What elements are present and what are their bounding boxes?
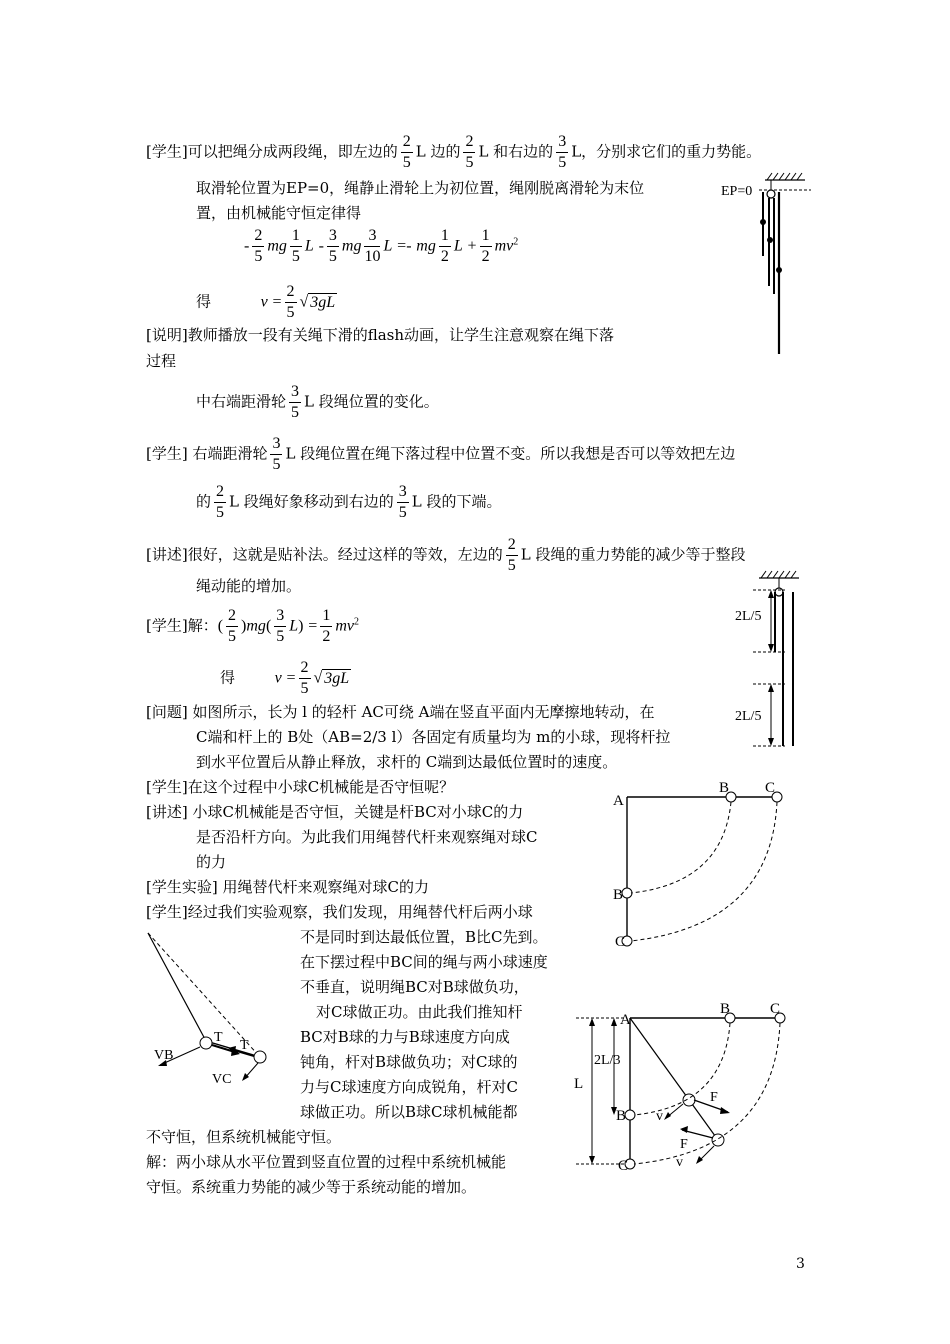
text-line: 不垂直，说明绳BC对B球做负功，	[300, 978, 529, 996]
point-c-low-label: C	[615, 934, 626, 950]
text-line: [学生实验] 用绳替代杆来观察绳对球C的力	[146, 878, 429, 896]
velocity-label-2: v	[676, 1155, 683, 1170]
text-line: 钝角，杆对B球做负功；对C球的	[300, 1053, 518, 1071]
length-label-bottom: 2L/5	[735, 709, 762, 724]
length-l-label: L	[574, 1076, 584, 1092]
text-line: 解：两小球从水平位置到竖直位置的过程中系统机械能	[146, 1153, 507, 1171]
para-student-equiv-line2: 的 $\frac{2}{5}$ L 段绳好象移动到右边的 $\frac{3}{5}$ L 段的下端。	[196, 483, 502, 521]
point-c-low-label: C	[618, 1158, 629, 1174]
para-student-equiv-line1: [学生] 右端距滑轮 $\frac{3}{5}$ L 段绳位置在绳下落过程中位置不变。所以我想是否可以等效把左边	[146, 435, 736, 473]
para-lecture-line2: 绳动能的增加。	[196, 577, 302, 595]
text-line: 守恒。系统重力势能的减少等于系统动能的增加。	[146, 1178, 477, 1196]
text-line: 球做正功。所以B球C球机械能都	[300, 1103, 518, 1121]
text-line: 的力	[196, 853, 227, 871]
para-explain-line3: 中右端距滑轮 $\frac{3}{5}$ L 段绳位置的变化。	[196, 383, 439, 421]
ep-zero-label: EP=0	[721, 184, 753, 199]
pulley-icon	[767, 190, 775, 198]
text-line: 不是同时到达最低位置，B比C先到。	[300, 928, 548, 946]
force-label-1: F	[710, 1090, 718, 1105]
point-b-low-label: B	[616, 1108, 627, 1124]
text-line: 力与C球速度方向成锐角，杆对C	[300, 1078, 518, 1096]
velocity-b-label: VB	[154, 1048, 174, 1063]
length-2l3-label: 2L/3	[594, 1053, 621, 1068]
point-c-label: C	[765, 780, 776, 796]
text-line: 不守恒，但系统机械能守恒。	[146, 1128, 342, 1146]
text-line: [学生]经过我们实验观察，我们发现，用绳替代杆后两小球	[146, 903, 533, 921]
pulley-icon	[775, 588, 783, 596]
page-number: 3	[796, 1256, 805, 1272]
para-energy-line1: 取滑轮位置为EP=0，绳静止滑轮上为初位置，绳刚脱离滑轮为末位	[196, 179, 645, 197]
text-line: 在下摆过程中BC间的绳与两小球速度	[300, 953, 548, 971]
velocity-c-label: VC	[212, 1072, 232, 1087]
force-label-2: F	[680, 1137, 688, 1152]
point-b-label: B	[719, 780, 730, 796]
point-a-label: A	[613, 793, 624, 809]
text-line: BC对B球的力与B球速度方向成	[300, 1028, 510, 1046]
point-a-label: A	[620, 1012, 631, 1028]
para-problem-line3: 到水平位置后从静止释放，求杆的 C端到达最低位置时的速度。	[196, 753, 618, 771]
tension-label-1: T	[214, 1030, 223, 1045]
figure-rod-swing	[605, 775, 805, 955]
fraction-2-5: $\frac{2}{5}$	[402, 133, 411, 171]
text-line: 对C球做正功。由此我们推知杆	[316, 1003, 523, 1021]
para-explain-line1: [说明]教师播放一段有关绳下滑的flash动画，让学生注意观察在绳下落	[146, 326, 615, 344]
equation-energy: - $\frac{2}{5}$ mg $\frac{1}{5}$ L - $\frac{3}{5}$ mg $\frac{3}{10}$ L =- mg $\frac{1}{2}$ L + $\frac{1}{2}$ $mv^2$	[244, 227, 519, 265]
figure-rod-forces	[570, 1000, 800, 1180]
tension-label-2: T	[240, 1038, 249, 1053]
para-explain-line2: 过程	[146, 352, 177, 370]
para-problem-line2: C端和杆上的 B处（AB=2/3 l）各固定有质量均为 m的小球，现将杆拉	[196, 728, 671, 746]
fraction-3-5: $\frac{3}{5}$	[558, 133, 567, 171]
length-label-top: 2L/5	[735, 609, 762, 624]
fraction-2-5: $\frac{2}{5}$	[465, 133, 474, 171]
velocity-label-1: v	[656, 1109, 663, 1124]
para-problem-line1: [问题] 如图所示，长为 l 的轻杆 AC可绕 A端在竖直平面内无摩擦地转动，在	[146, 703, 655, 721]
text-line: [讲述] 小球C机械能是否守恒，关键是杆BC对小球C的力	[146, 803, 524, 821]
point-b-low-label: B	[613, 887, 624, 903]
text-line: [学生]在这个过程中小球C机械能是否守恒呢？	[146, 778, 455, 796]
equation-solution: [学生]解：( $\frac{2}{5}$ )mg( $\frac{3}{5}$ L) = $\frac{1}{2}$ $mv^2$	[146, 607, 359, 645]
para-student-split: [学生]可以把绳分成两段绳，即左边的 $\frac{2}{5}$ L 边的 $\frac{2}{5}$ L 和右边的 $\frac{3}{5}$ L，分别求它们的重力势能。	[146, 133, 762, 171]
text-line: 是否沿杆方向。为此我们用绳替代杆来观察绳对球C	[196, 828, 538, 846]
point-b-label: B	[720, 1001, 731, 1017]
figure-rope-segments	[725, 568, 825, 758]
result-v-1: 得 v = $\frac{2}{5}$ √ 3gL	[196, 283, 336, 321]
para-energy-line2: 置，由机械能守恒定律得	[196, 204, 362, 222]
point-c-label: C	[770, 1001, 781, 1017]
para-lecture-line1: [讲述]很好，这就是贴补法。经过这样的等效，左边的 $\frac{2}{5}$ L 段绳的重力势能的减少等于整段	[146, 536, 746, 574]
result-v-2: 得 v = $\frac{2}{5}$ √ 3gL	[220, 659, 350, 697]
figure-rope-pulley	[715, 170, 825, 360]
figure-rope-tension	[140, 925, 290, 1095]
